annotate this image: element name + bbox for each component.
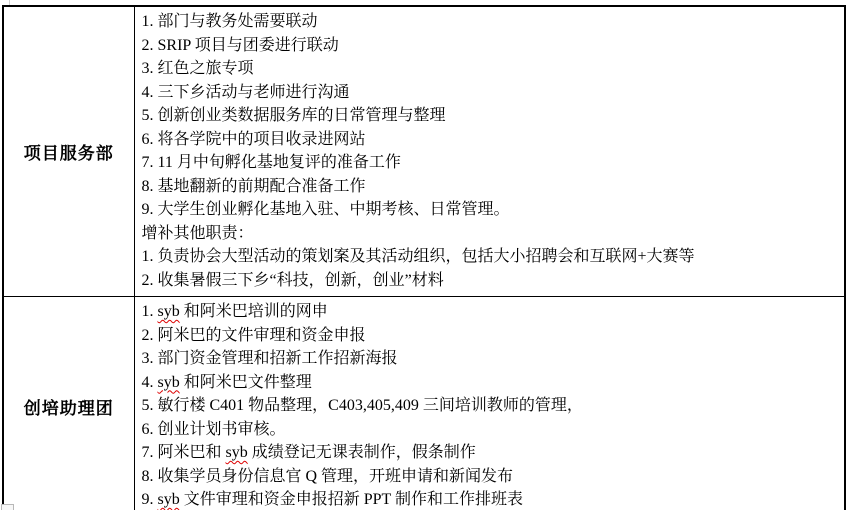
duties-cell xyxy=(134,6,845,297)
list-item: 3. 红色之旅专项 xyxy=(141,60,254,77)
list-item: 5. 创新创业类数据服务库的日常管理与整理 xyxy=(141,107,446,124)
list-item: 8. 收集学员身份信息官 Q 管理，开班申请和新闻发布 xyxy=(141,467,514,485)
list-item: 7. 阿米巴和 syb 成绩登记无课表制作，假条制作 xyxy=(141,444,476,461)
department-label: 创培助理团 xyxy=(3,297,134,510)
table-resize-handle[interactable] xyxy=(1,504,14,510)
misspelled-word: syb xyxy=(157,373,180,391)
list-item: 9. syb 文件审理和资金申报招新 PPT 制作和工作排班表 xyxy=(141,491,524,508)
list-item: 4. syb 和阿米巴文件整理 xyxy=(141,373,312,391)
list-item: 2. SRIP 项目与团委进行联动 xyxy=(141,36,339,54)
list-item: 6. 创业计划书审核。 xyxy=(141,420,286,438)
duties-cell xyxy=(134,297,845,510)
department-label: 项目服务部 xyxy=(3,6,134,297)
list-item: 7. 11 月中旬孵化基地复评的准备工作 xyxy=(141,154,401,171)
list-item: 8. 基地翻新的前期配合准备工作 xyxy=(141,177,366,195)
duties-table xyxy=(2,5,846,510)
table-row xyxy=(3,297,845,510)
list-item: 1. 部门与教务处需要联动 xyxy=(141,13,318,30)
list-item: 9. 大学生创业孵化基地入驻、中期考核、日常管理。 xyxy=(141,201,510,218)
list-item: 增补其他职责： xyxy=(141,224,254,242)
list-item: 3. 部门资金管理和招新工作招新海报 xyxy=(141,350,398,367)
misspelled-word: syb xyxy=(157,303,180,320)
list-item: 1. syb 和阿米巴培训的网申 xyxy=(141,303,328,320)
duties-table-body xyxy=(3,6,845,510)
list-item: 2. 阿米巴的文件审理和资金申报 xyxy=(141,326,366,344)
misspelled-word: syb xyxy=(225,444,248,461)
list-item: 5. 敏行楼 C401 物品整理，C403,405,409 三间培训教师的管理， xyxy=(141,397,583,414)
misspelled-word: syb xyxy=(157,491,180,508)
list-item: 1. 负责协会大型活动的策划案及其活动组织，包括大小招聘会和互联网+大赛等 xyxy=(141,248,695,265)
list-item: 6. 将各学院中的项目收录进网站 xyxy=(141,130,366,148)
list-item: 4. 三下乡活动与老师进行沟通 xyxy=(141,83,350,101)
table-row xyxy=(3,6,845,297)
list-item: 2. 收集暑假三下乡“科技，创新，创业”材料 xyxy=(141,271,444,289)
